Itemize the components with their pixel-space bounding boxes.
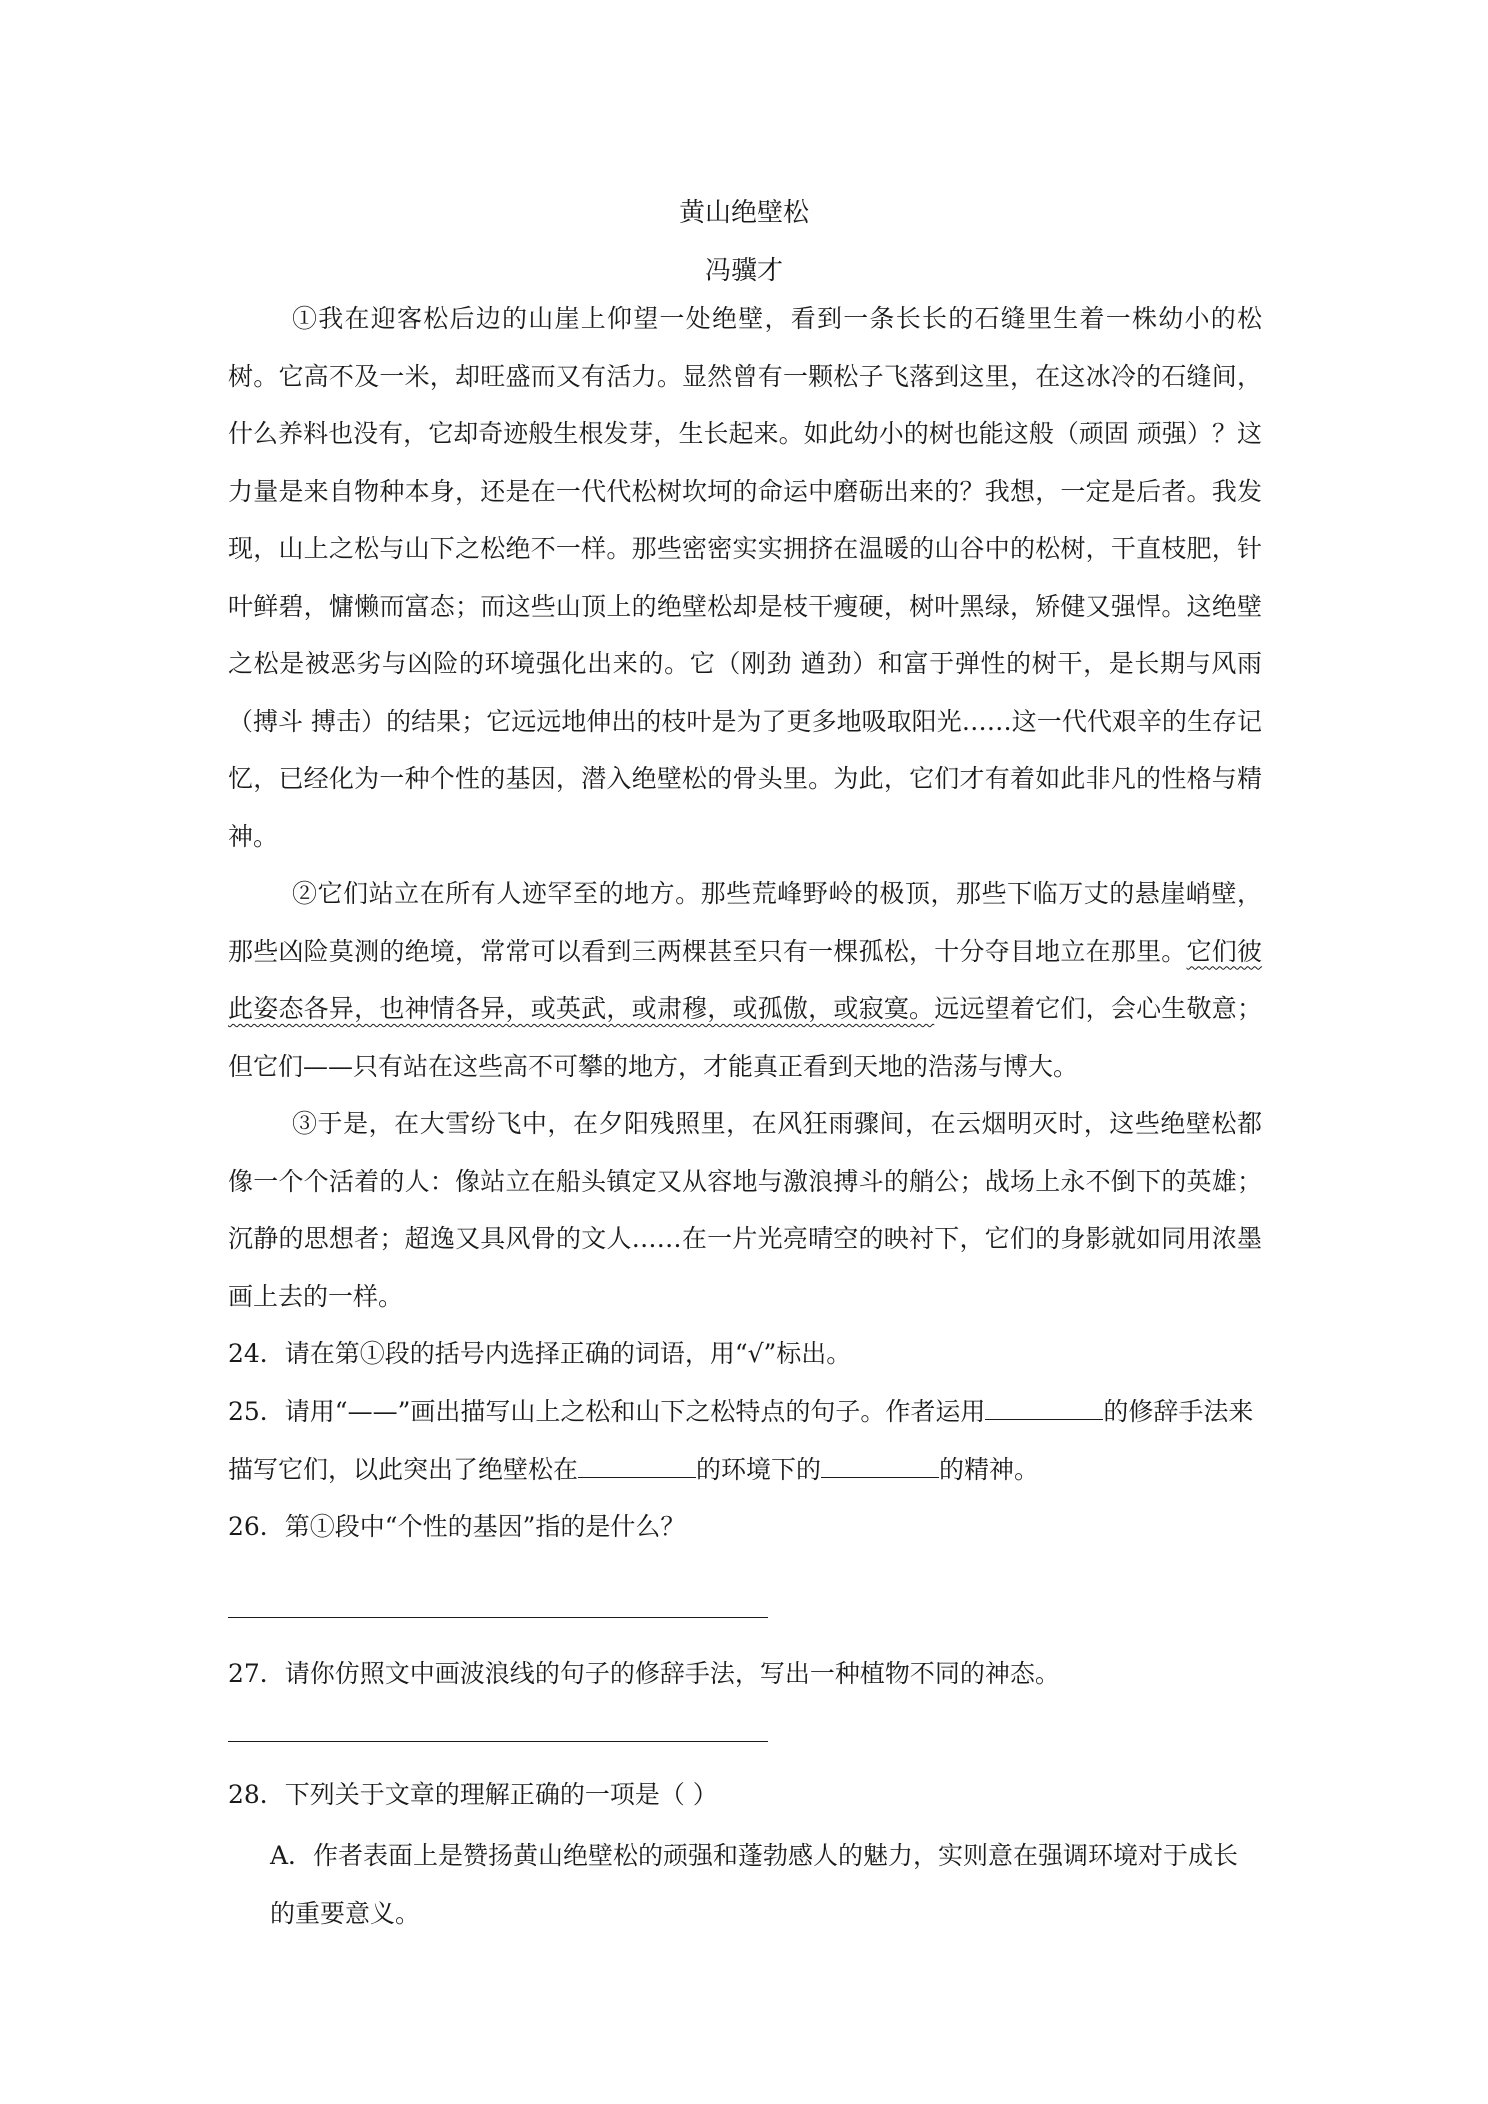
answer-line-26[interactable]: [228, 1617, 768, 1618]
question-27: 27．请你仿照文中画波浪线的句子的修辞手法，写出一种植物不同的神态。: [228, 1659, 1060, 1688]
answer-blank-rhetoric[interactable]: [985, 1393, 1103, 1420]
wavy-underlined-sentence: 它们彼此姿态各异，也神情各异，或英武，或肃穆，或孤傲，或寂寞。: [228, 936, 1262, 1023]
question-28: 28．下列关于文章的理解正确的一项是（ ）: [228, 1780, 718, 1809]
question-25-text-d: 的精神。: [939, 1454, 1040, 1484]
question-24: 24．请在第①段的括号内选择正确的词语，用“√”标出。: [228, 1339, 852, 1368]
article-author: 冯骥才: [704, 256, 783, 286]
article-title: 黄山绝壁松: [678, 198, 809, 228]
paragraph-2-text-b: 远远望着它们，会心生敬意；但它们——只有站在这些高不可攀的地方，才能真正看到天地的浩荡与博大。: [228, 994, 1262, 1081]
paragraph-3: ③于是，在大雪纷飞中，在夕阳残照里，在风狂雨骤间，在云烟明灭时，这些绝壁松都像一个个活着的人：像站立在船头镇定又从容地与激浪搏斗的艄公；战场上永不倒下的英雄；沉静的思想者；超逸又具风骨的文人……在一片光亮晴空的映衬下，它们的身影就如同用浓墨画上去的一样。: [228, 1109, 1262, 1311]
answer-blank-environment[interactable]: [578, 1451, 696, 1478]
question-25-text-c: 的环境下的: [696, 1454, 822, 1484]
paragraph-2-text-a: ②它们站立在所有人迹罕至的地方。那些荒峰野岭的极顶，那些下临万丈的悬崖峭壁，那些凶险莫测的绝境，常常可以看到三两棵甚至只有一棵孤松，十分夺目地立在那里。: [228, 879, 1262, 966]
option-a: A．作者表面上是赞扬黄山绝壁松的顽强和蓬勃感人的魅力，实则意在强调环境对于成长的重要意义。: [270, 1841, 1239, 1928]
answer-blank-spirit[interactable]: [821, 1451, 939, 1478]
answer-line-27[interactable]: [228, 1741, 768, 1742]
paragraph-2: [228, 865, 1262, 1095]
question-25-text-a: 25．请用“——”画出描写山上之松和山下之松特点的句子。作者运用: [228, 1397, 986, 1426]
paragraph-1: ①我在迎客松后边的山崖上仰望一处绝壁，看到一条长长的石缝里生着一株幼小的松树。它高不及一米，却旺盛而又有活力。显然曾有一颗松子飞落到这里，在这冰冷的石缝间，什么养料也没有，它却奇迹般生根发芽，生长起来。如此幼小的树也能这般（顽固 顽强）？这力量是来自物种本身，还是在一代代松树坎坷的命运中磨砺出来的？我想，一定是后者。我发现，山上之松与山下之松绝不一样。那些密密实实拥挤在温暖的山谷中的松树，干直枝肥，针叶鲜碧，慵懒而富态；而这些山顶上的绝壁松却是枝干瘦硬，树叶黑绿，矫健又强悍。这绝壁之松是被恶劣与凶险的环境强化出来的。它（刚劲 遒劲）和富于弹性的树干，是长期与风雨（搏斗 搏击）的结果；它远远地伸出的枝叶是为了更多地吸取阳光……这一代代艰辛的生存记忆，已经化为一种个性的基因，潜入绝壁松的骨头里。为此，它们才有着如此非凡的性格与精神。: [228, 304, 1262, 851]
question-25-text-b: 的修辞手法来描写它们，以此突出了绝壁松在: [228, 1397, 1254, 1484]
question-25: [228, 1383, 1262, 1498]
question-26: 26．第①段中“个性的基因”指的是什么？: [228, 1512, 686, 1541]
